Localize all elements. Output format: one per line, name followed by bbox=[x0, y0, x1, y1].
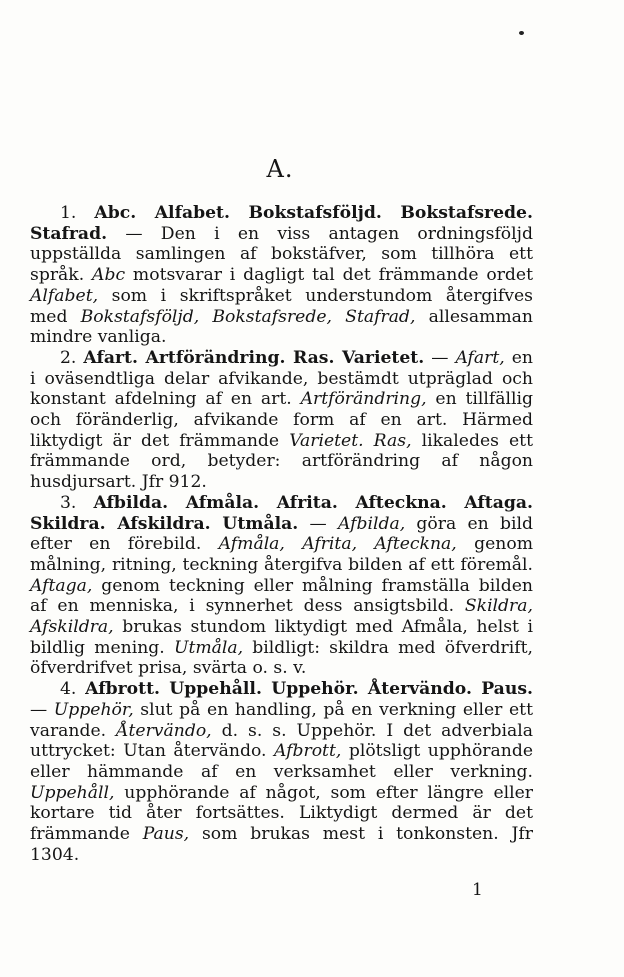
definition-text: bildligt: skildra med öfverdrift, öfverdrifvet prisa, svärta o. s. v. bbox=[30, 637, 533, 679]
section-letter-heading: A. bbox=[266, 155, 294, 183]
italic-term: Afmåla, Afrita, Afteckna, bbox=[218, 534, 457, 555]
definition-text: brukas stundom liktydigt med Afmåla, helst i bildlig mening. bbox=[30, 617, 533, 658]
entry-paragraph bbox=[30, 348, 533, 493]
italic-term: Artförändring, bbox=[300, 389, 427, 410]
definition-text: genom målning, ritning, teckning återgifva bilden af ett föremål. bbox=[30, 534, 533, 575]
entry-4 bbox=[30, 679, 533, 865]
entry-paragraph bbox=[30, 493, 533, 679]
entry-paragraph bbox=[30, 679, 533, 865]
definition-text: som i skriftspråket understundom återgifves med bbox=[30, 285, 533, 327]
italic-term: Bokstafsföljd, Bokstafsrede, Stafrad, bbox=[80, 306, 416, 327]
headword-group: Abc. Alfabet. Bokstafsföljd. Bokstafsrede. Stafrad. bbox=[30, 203, 533, 244]
definition-text: 1. bbox=[60, 203, 95, 223]
italic-term: Skildra, Afskildra, bbox=[30, 596, 533, 638]
italic-term: Varietet. Ras, bbox=[289, 430, 412, 451]
headword-group: Afbilda. Afmåla. Afrita. Afteckna. Aftaga. Skildra. Afskildra. Utmåla. bbox=[30, 492, 533, 534]
definition-text: plötsligt upphörande eller hämmande af en verksamhet eller verkning. bbox=[30, 741, 533, 782]
definition-text: som brukas mest i tonkonsten. Jfr 1304. bbox=[30, 824, 533, 865]
page-number: 1 bbox=[472, 880, 483, 900]
italic-term: Afart, bbox=[455, 347, 505, 368]
definition-text: — bbox=[424, 347, 456, 368]
definition-text: — Den i en viss antagen ordningsföljd uppställda samlingen af bokstäfver, som tillhöra ett språk. bbox=[30, 223, 533, 286]
ink-speck bbox=[519, 31, 524, 35]
italic-term: Paus, bbox=[142, 824, 190, 845]
entry-3 bbox=[30, 493, 533, 679]
italic-term: Uppehör, bbox=[53, 699, 134, 720]
definition-text: — bbox=[298, 513, 338, 534]
entry-1 bbox=[30, 203, 533, 348]
italic-term: Afbrott, bbox=[274, 741, 342, 762]
definition-text: en i oväsendtliga delar afvikande, bestämdt utpräglad och konstant afdelning af en art. bbox=[30, 347, 533, 410]
definition-text: d. s. s. Uppehör. I det adverbiala uttrycket: Utan återvändo. bbox=[30, 720, 533, 762]
headword-group: Afart. Artförändring. Ras. Varietet. bbox=[83, 347, 425, 368]
italic-term: Abc bbox=[92, 265, 126, 286]
italic-term: Aftaga, bbox=[30, 575, 93, 596]
definition-text: 4. bbox=[60, 679, 86, 700]
definition-text: en tillfällig och föränderlig, afvikande form af en art. Härmed liktydigt är det främmande bbox=[30, 389, 534, 451]
entry-2 bbox=[30, 348, 533, 493]
definition-text: allesamman mindre vanliga. bbox=[30, 306, 533, 348]
entries-text bbox=[30, 203, 533, 866]
definition-text: 3. bbox=[60, 492, 94, 513]
definition-text: 2. bbox=[60, 347, 84, 368]
definition-text: göra en bild efter en förebild. bbox=[30, 513, 533, 555]
definition-text: likaledes ett främmande ord, betyder: artförändring af någon husdjursart. Jfr 912. bbox=[30, 430, 533, 493]
italic-term: Alfabet, bbox=[30, 285, 99, 306]
entry-paragraph bbox=[30, 203, 533, 348]
italic-term: Återvändo, bbox=[116, 720, 212, 741]
italic-term: Uppehåll, bbox=[30, 782, 115, 803]
definition-text: — bbox=[30, 699, 54, 720]
headword-group: Afbrott. Uppehåll. Uppehör. Återvändo. Paus. bbox=[85, 679, 533, 700]
definition-text: slut på en handling, på en verkning eller ett varande. bbox=[30, 699, 533, 741]
definition-text: motsvarar i dagligt tal det främmande ordet bbox=[125, 265, 533, 286]
italic-term: Afbilda, bbox=[337, 513, 406, 534]
definition-text: upphörande af något, som efter längre eller kortare tid åter fortsättes. Liktydigt dermed är det främmande bbox=[30, 782, 533, 845]
italic-term: Utmåla, bbox=[173, 637, 244, 658]
definition-text: genom teckning eller målning framställa bilden af en menniska, i synnerhet dess ansigtsbild. bbox=[30, 575, 533, 617]
